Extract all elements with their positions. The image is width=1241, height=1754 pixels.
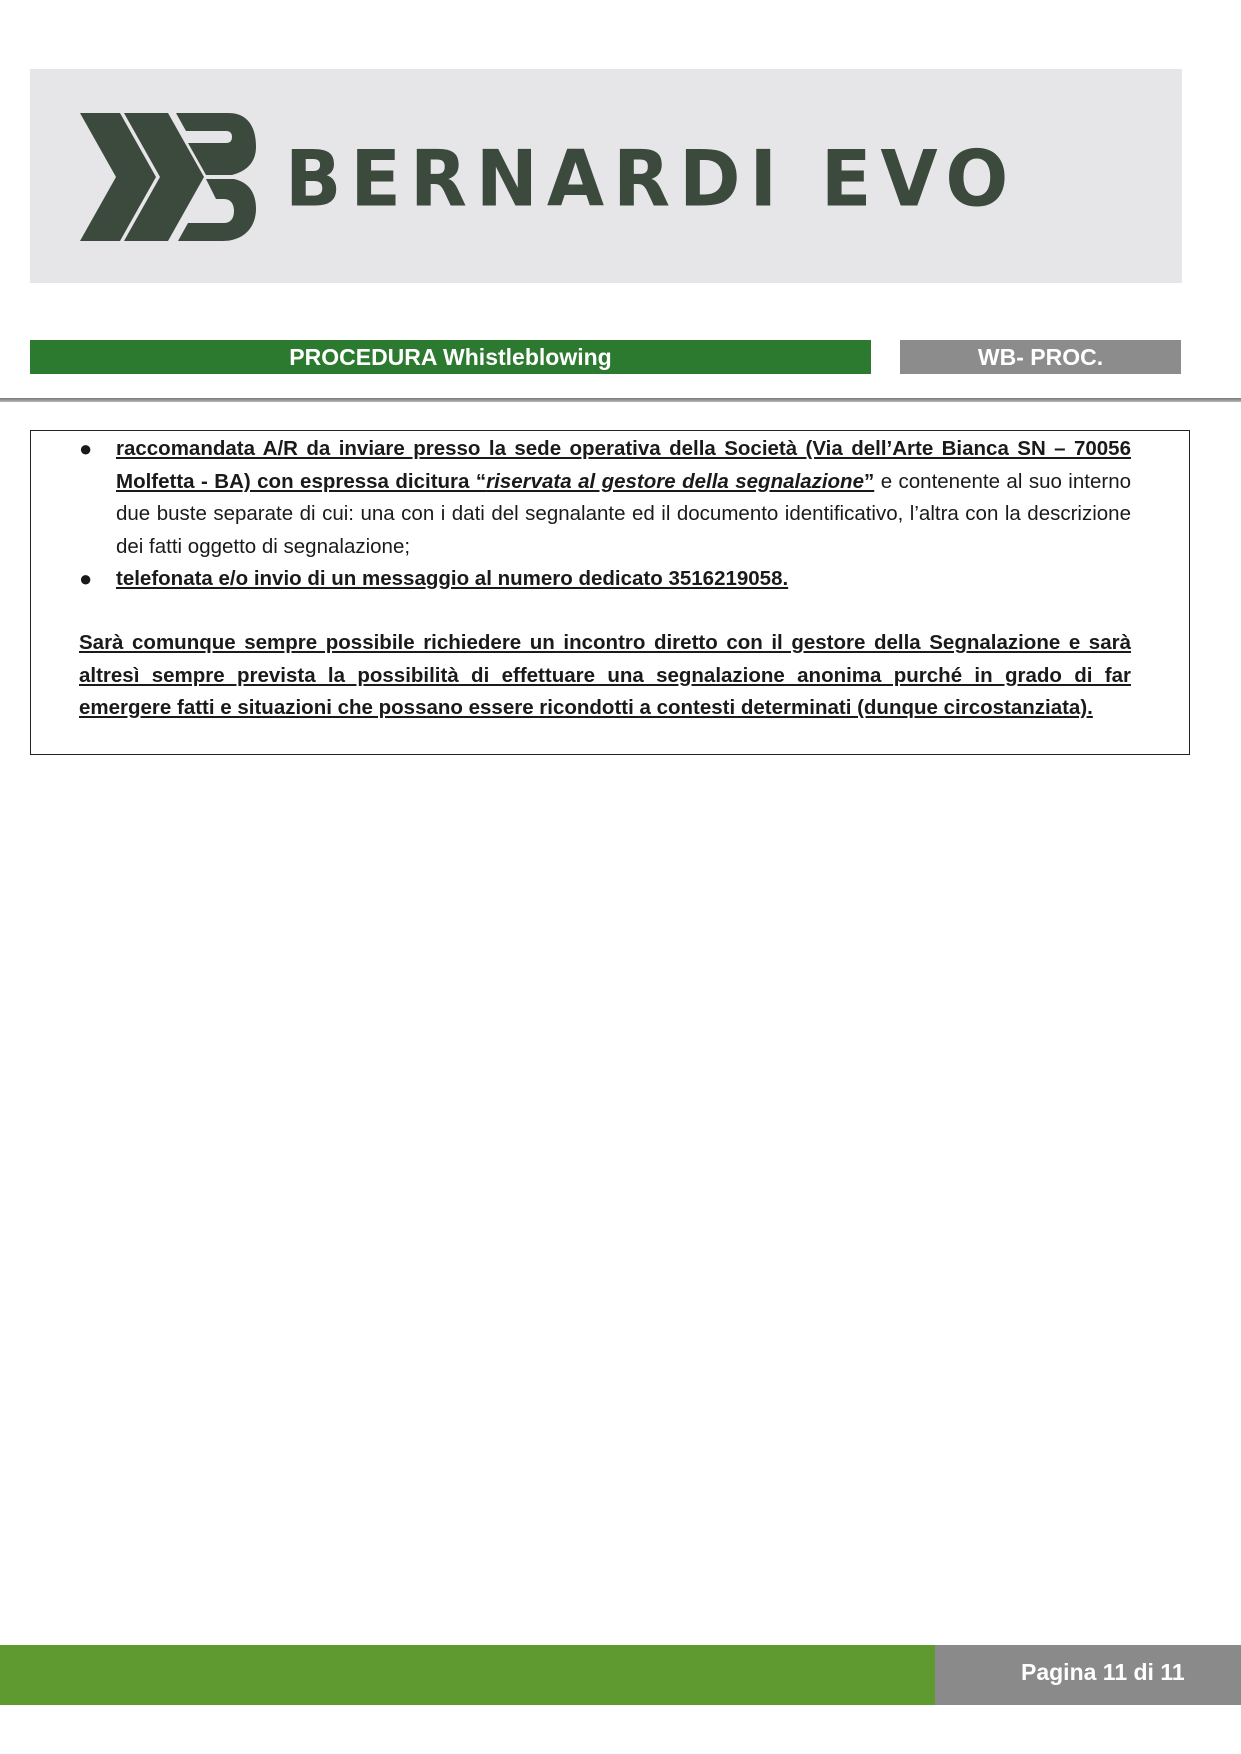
bullet-icon: ● (79, 566, 93, 591)
logo-band (30, 69, 1182, 283)
procedure-code: WB- PROC. (900, 340, 1181, 374)
content-box (30, 430, 1190, 755)
list-item (79, 433, 1131, 563)
bullet-text-bold: raccomandata A/R da inviare presso la sede operativa della Società (Via dell’Arte Bianca SN – 70056 Molfetta - BA) con espressa dicitura “ (116, 437, 1131, 493)
bernardi-evo-logo-icon (80, 113, 256, 241)
list-item (79, 563, 1131, 596)
footer-bar (0, 1645, 935, 1705)
bullet-text-italic: riservata al gestore della segnalazione (486, 469, 864, 493)
bullet-text-plain: e contenente al suo interno due buste separate di cui: una con i dati del segnalante ed il documento identificativo, l’altra con la descrizione dei fatti oggetto di segnalazione; (116, 469, 1131, 558)
brand-name: BERNARDI EVO (285, 133, 1018, 225)
procedure-title: PROCEDURA Whistleblowing (30, 340, 871, 374)
bullet-icon: ● (79, 436, 93, 461)
bullet-text-bold: telefonata e/o invio di un messaggio al numero dedicato 3516219058. (116, 567, 789, 590)
header-divider (0, 398, 1241, 402)
bullet-text-quote: ” (864, 469, 875, 493)
closing-paragraph: Sarà comunque sempre possibile richiedere un incontro diretto con il gestore della Segnalazione e sarà altresì sempre prevista la possibilità di effettuare una segnalazione anonima purché in grado di far emergere fatti e situazioni che possano essere ricondotti a contesti determinati (dunque circostanziata). (79, 631, 1131, 719)
page-number: Pagina 11 di 11 (935, 1645, 1241, 1705)
